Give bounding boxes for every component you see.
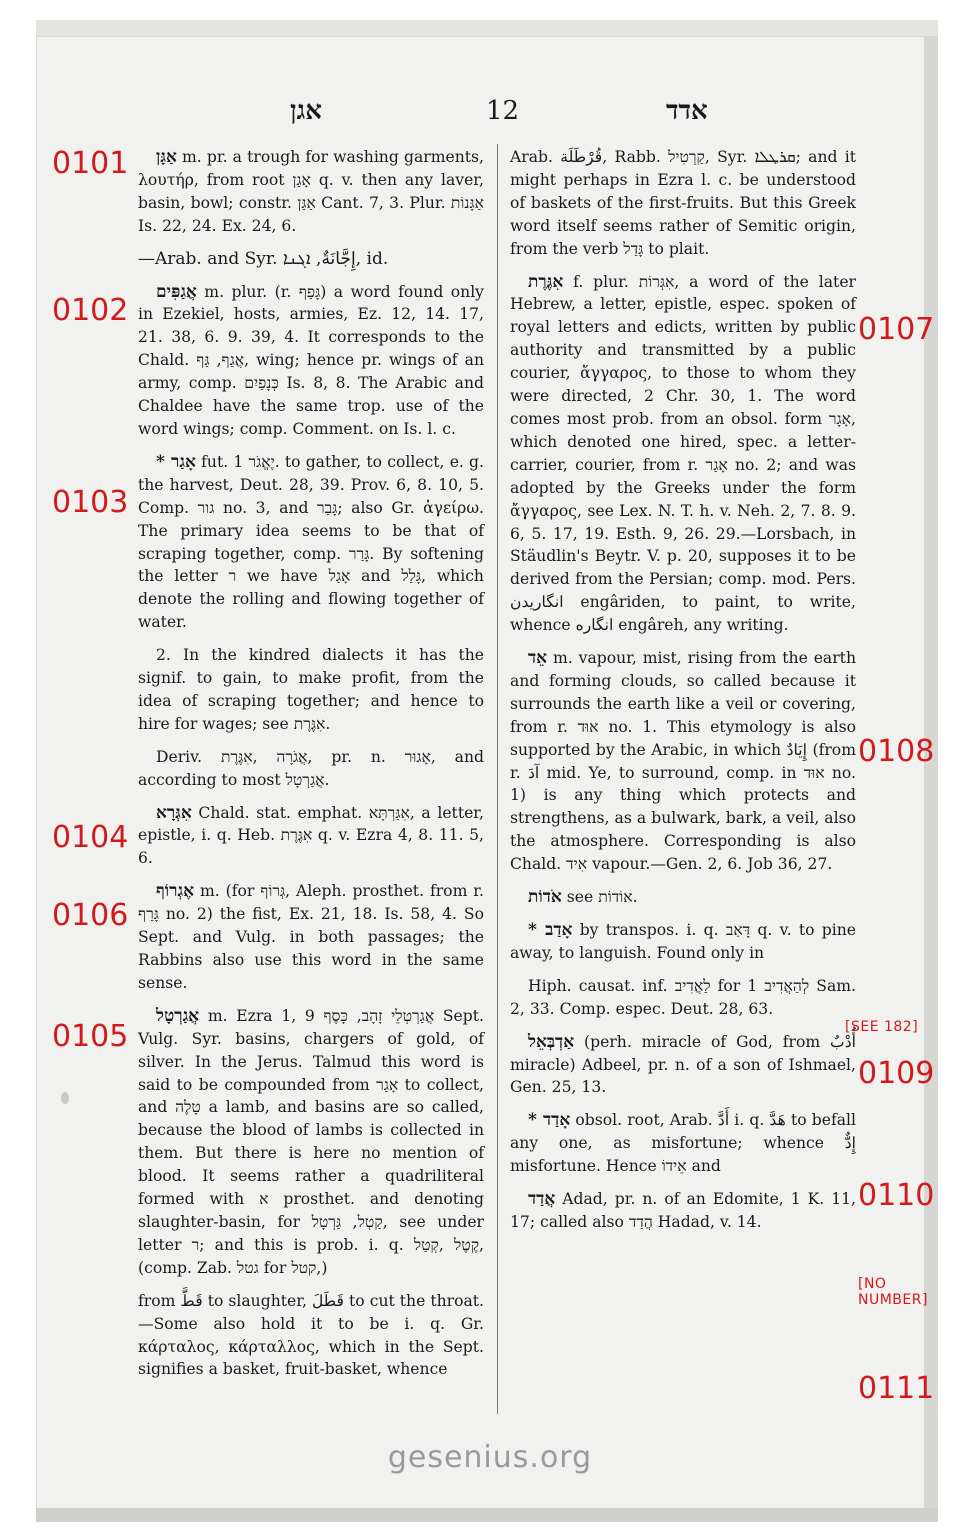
header-left-word: אגן [290, 96, 322, 126]
entry-text: Deriv. אֲגֹרָה ,אִגֶּרֶת, pr. n. אָגוּר, and according to most אֲגַרְטָל. [138, 747, 484, 789]
entry-0109 [510, 919, 856, 965]
right-column [510, 146, 856, 1244]
headword: אַדְבְּאֵל [528, 1031, 575, 1052]
headword: אַגָּן [156, 147, 177, 167]
entry-0101 [138, 146, 484, 238]
entry-text: f. plur. אִגְּרוֹת, a word of the later Hebrew, a letter, epistle, espec. spoken of royal letters and edicts, written by public authority and transmitted by a public courier, ἄγγαρος, to those to whom they were directed, 2 Chr. 30, 1. The word comes most prob. from an obsol. form אָגָר, which denoted one hired, spec. a letter-carrier, courier, from r. אָגַר no. 2; and was adopted by the Greeks under the form ἄγγαρος, see Lex. N. T. h. v. Neh. 2, 7. 8. 9. 6, 5. 17, 19. Esth. 9, 26. 29.—Lorsbach, in Stäudlin's Beytr. V. p. 20, supposes it to be derived from the Persian; comp. mod. Pers. انگاریدن engâriden, to paint, to write, whence انگاره engâreh, any writing. [510, 272, 856, 635]
entry-0103 [138, 451, 484, 634]
headword: * אָדַד [528, 1110, 571, 1131]
entry-0105 [138, 1005, 484, 1280]
scan-edge-bottom [36, 1508, 938, 1522]
headword: אֲדַד [528, 1189, 556, 1210]
entry-0110 [510, 1031, 856, 1100]
entry-number-0102: 0102 [52, 293, 129, 328]
entry-0109-hiphil [510, 975, 856, 1021]
entry-text: (perh. miracle of God, from أُدْبٌ miracle) Adbeel, pr. n. of a son of Ishmael, Gen. 25, 13. [510, 1032, 856, 1097]
left-column [138, 146, 484, 1391]
site-watermark: gesenius.org [387, 1440, 593, 1475]
headword: אִגֶּרֶת [528, 271, 564, 292]
headword: אֲגַרְטָל [156, 1005, 200, 1026]
entry-text: by transpos. i. q. דָּאַב q. v. to pine away, to languish. Found only in [510, 921, 856, 962]
headword: * אָדַב [528, 920, 573, 940]
header-right-word: אדד [666, 96, 708, 126]
entry-0105-continued [138, 1290, 484, 1382]
entry-text: Adad, pr. n. of an Edomite, 1 K. 11, 17; called also הֲדַד Hadad, v. 14. [510, 1190, 856, 1231]
entry-0101-arabic [138, 248, 484, 271]
headword: אֶגְרוֹף [156, 881, 195, 902]
entry-0106 [138, 880, 484, 995]
entry-text: fut. יֶאֱגֹר 1. to gather, to collect, e. g. the harvest, Deut. 28, 39. Prov. 6, 8. 10, 5. Comp. גור no. 3, and גָּבַר; also Gr. ἀγείρω. The primary idea seems to be that of scraping together, comp. גָּרַר. By softening the letter ר we have אָגַל and גָּלַל, which denote the rolling and flowing together of water. [138, 452, 484, 632]
entry-text: Hiph. causat. inf. לַאֲדִיב for לְהַאֲדִיב 1 Sam. 2, 33. Comp. espec. Deut. 28, 63. [510, 976, 856, 1018]
entry-text: see אוֹדוֹת. [566, 888, 638, 907]
paper-blemish [61, 1092, 69, 1104]
no-number-note: [NO NUMBER] [858, 1276, 928, 1308]
entry-text: 2. In the kindred dialects it has the signif. to gain, to make profit, from the idea of scraping together; and hence to hire for wages; see אִגֶּרֶת. [138, 646, 484, 733]
entry-0104 [138, 802, 484, 871]
entry-number-0105: 0105 [52, 1019, 129, 1054]
page-header [0, 96, 980, 136]
entry-odot [510, 886, 856, 909]
column-divider [497, 144, 498, 1414]
entry-text: m. pr. a trough for washing garments, λουτήρ, from root אָגַן q. v. then any laver, basin, bowl; constr. אַגַּן Cant. 7, 3. Plur. אַגָּנוֹת Is. 22, 24. Ex. 24, 6. [138, 148, 484, 235]
entry-number-0103: 0103 [52, 485, 129, 520]
entry-adad-root [510, 1109, 856, 1178]
entry-0103-sense-2 [138, 644, 484, 736]
entry-text: Arab. قُرْطَلَة, Rabb. קַרְטִיל, Syr. ܩܪܛܠܐ; and it might perhaps in Ezra l. c. be understood of baskets of the first-fruits. But this Greek word itself seems rather of Semitic origin, from the verb גָּדַל to plait. [510, 148, 857, 258]
entry-number-0110: 0110 [858, 1178, 935, 1213]
entry-text: Chald. stat. emphat. אִגַּרְתָּא, a letter, epistle, i. q. Heb. אִגֶּרֶת q. v. Ezra 4, 8. 11. 5, 6. [138, 803, 485, 868]
see-182-note: [SEE 182] [845, 1019, 919, 1035]
entry-text: from قَطَّ to slaughter, قَطَلَ to cut the throat.—Some also hold it to be i. q. Gr. κάρταλος, κάρταλλος, which in the Sept. signifies a basket, fruit-basket, whence [138, 1291, 484, 1379]
headword: * אָגַר [156, 451, 196, 472]
entry-number-0108: 0108 [858, 734, 935, 769]
entry-number-0111: 0111 [858, 1371, 935, 1406]
entry-text: m. plur. (r. גָּפַף) a word found only in Ezekiel, hosts, armies, Ez. 12, 14. 17, 21. 38, 6. 9. 39, 4. It corresponds to the Chald. אֲגַף, גַּף, wing; hence pr. wings of an army, comp. כְּנָפַיִם Is. 8, 8. The Arabic and Chaldee have the same trop. use of the word wings; comp. Comment. on Is. l. c. [138, 282, 485, 438]
page-number: 12 [486, 96, 520, 126]
entry-0107 [510, 271, 856, 638]
entry-text: m. Ezra 1, 9 אֲגַרְטְלֵי זָהָב, כָּסֶף Sept. Vulg. Syr. basins, chargers of gold, of silver. In the Jerus. Talmud this word is said to be compounded from אָגַר to collect, and טָלֶה a lamb, and basins are so called, because the blood of lambs is collected in them. But there is here no mention of blood. It seems rather a quadriliteral formed with א prosthet. and denoting slaughter-basin, for קַטְל, גַּרְטָל, see under letter ר; and this is prob. i. q. קֶטֶל ,קְטַל, (comp. Zab. גטל for קטל,) [138, 1006, 485, 1277]
entry-0102 [138, 281, 484, 441]
entry-text: obsol. root, Arab. أَدَّ i. q. هَدَّ to befall any one, as misfortune; whence إِدٌّ misfortune. Hence אֵידוֹ and [510, 1111, 856, 1176]
headword: אֵד [528, 648, 548, 669]
entry-number-0107: 0107 [858, 312, 935, 347]
entry-0108 [510, 647, 856, 876]
entry-0111 [510, 1188, 856, 1234]
entry-number-0104: 0104 [52, 820, 129, 855]
entry-text: m. (for גְּרוֹף, Aleph. prosthet. from r. גָּרַף no. 2) the fist, Ex. 21, 18. Is. 58, 4. So Sept. and Vulg. in both passages; the Rabbins also use this word in the same sense. [138, 882, 484, 992]
headword: אֹדוֹת [528, 887, 562, 908]
entry-number-0101: 0101 [52, 146, 129, 181]
entry-number-0106: 0106 [52, 898, 129, 933]
entry-number-0109: 0109 [858, 1056, 935, 1091]
headword: אִגְּרָא [156, 802, 192, 823]
entry-0103-derivatives [138, 746, 484, 792]
entry-text: —Arab. and Syr. إِجَّانَةٌ, ܐܓܢܐ, id. [138, 248, 389, 269]
entry-0105-continued-right [510, 146, 856, 261]
headword: אֲגַפִּים [156, 281, 197, 302]
entry-text: m. vapour, mist, rising from the earth and forming clouds, so called because it surrounds the earth like a veil or covering, from r. אוּד no. 1. This etymology is also supported by the Arabic, in which إِيَادٌ (from r. آدَ mid. Ye, to surround, comp. in אוּד no. 1) is any thing which protects and strengthens, as a bulwark, bark, a veil, also the atmosphere. Corresponding is also Chald. אִיד vapour.—Gen. 2, 6. Job 36, 27. [510, 649, 856, 874]
